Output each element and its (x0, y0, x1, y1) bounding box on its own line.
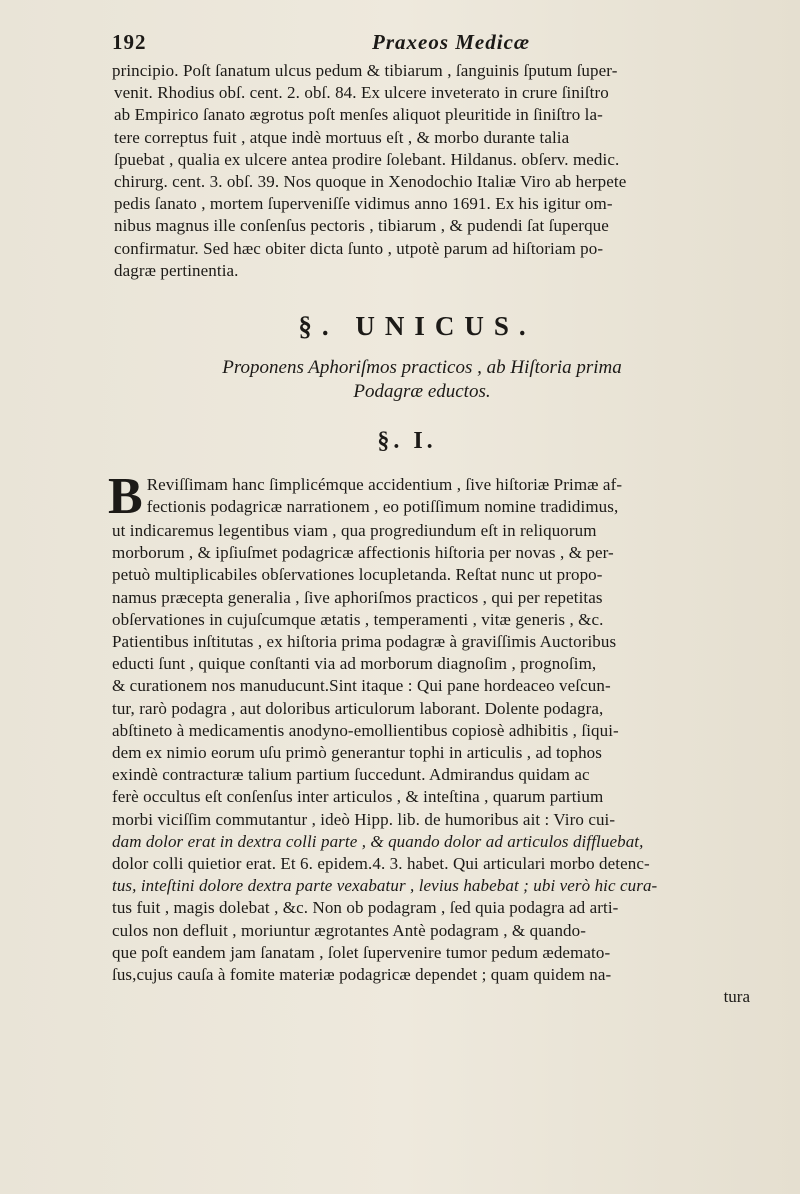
text-line: principio. Poſt ſanatum ulcus pedum & tibiarum , ſanguinis ſputum ſuper- (112, 61, 618, 80)
text-line: Patientibus inſtitutas , ex hiſtoria prima podagræ à graviſſimis Auctoribus (112, 632, 617, 652)
text-line: Reviſſimam hanc ſimplicémque accidentium , ſive hiſtoriæ Primæ af- (146, 475, 623, 495)
opening-paragraph (112, 60, 762, 282)
text-line: venit. Rhodius obſ. cent. 2. obſ. 84. Ex ulcere inveterato in crure ſiniſtro (114, 83, 609, 103)
text-line: ut indicaremus legentibus viam , qua progrediundum eſt in reliquorum (112, 521, 597, 541)
text-line: tere correptus fuit , atque indè mortuus eſt , & morbo durante talia (114, 127, 570, 147)
text-line: exindè contracturæ talium partium ſuccedunt. Admirandus quidam ac (112, 765, 590, 785)
text-line: fectionis podagricæ narrationem , eo potiſſimum nomine tradidimus, (146, 497, 619, 517)
text-line: ferè occultus eſt conſenſus inter articulos , & inteſtina , quarum partium (112, 787, 604, 807)
section-subtitle-line: Podagræ eductos. (353, 381, 491, 403)
subsection-number: §. I. (377, 428, 437, 455)
text-line: dolor colli quietior erat. Et 6. epidem.4. 3. habet. Qui articulari morbo detenc- (112, 854, 650, 874)
drop-cap: B (108, 468, 143, 526)
page-number: 192 (112, 30, 147, 54)
text-line: ab Empirico ſanato ægrotus poſt menſes aliquot pleuritide in ſiniſtro la- (114, 105, 603, 125)
section-subtitle (82, 356, 762, 404)
text-line: nibus magnus ille conſenſus pectoris , tibiarum , & pudendi ſat ſuperque (114, 216, 609, 236)
text-line: educti ſunt , quique conſtanti via ad morborum diagnoſim , prognoſim, (112, 654, 597, 674)
text-line: tus, inteſtini dolore dextra parte vexabatur , levius habebat ; ubi verò hic cura- (112, 876, 658, 896)
text-line: culos non defluit , moriuntur ægrotantes Antè podagram , & quando- (112, 920, 587, 940)
text-line: & curationem nos manuducunt.Sint itaque : Qui pane hordeaceo veſcun- (112, 676, 611, 696)
text-line: chirurg. cent. 3. obſ. 39. Nos quoque in Xenodochio Italiæ Viro ab herpete (114, 172, 627, 192)
text-line: abſtineto à medicamentis anodyno-emollientibus copiosè adhibitis , ſiqui- (112, 720, 619, 740)
catchword: tura (723, 987, 750, 1007)
text-line: petuò multiplicabiles obſervationes locupletanda. Reſtat nunc ut propo- (112, 565, 603, 585)
text-line: dam dolor erat in dextra colli parte , & quando dolor ad articulos diffluebat, (112, 831, 644, 851)
section-heading: §. UNICUS. (298, 311, 536, 342)
text-line: pedis ſanato , mortem ſuperveniſſe vidimus anno 1691. Ex his igitur om- (114, 194, 613, 214)
text-line: dem ex nimio eorum uſu primò generantur tophi in articulis , ad tophos (112, 743, 602, 763)
text-line: morbi viciſſim commutantur , ideò Hipp. lib. de humoribus ait : Viro cui- (112, 809, 616, 829)
text-line: dagræ pertinentia. (114, 260, 239, 280)
page-header (112, 30, 762, 56)
section-subtitle-line: Proponens Aphoriſmos practicos , ab Hiſtoria prima (222, 357, 622, 379)
text-line: namus præcepta generalia , ſive aphoriſmos practicos , qui per repetitas (112, 587, 603, 607)
main-paragraph (108, 468, 762, 986)
text-line: tur, rarò podagra , aut doloribus articulorum laborant. Dolente podagra, (112, 698, 604, 718)
text-line: ſpuebat , qualia ex ulcere antea prodire ſolebant. Hildanus. obſerv. medic. (114, 149, 620, 169)
text-line: tus fuit , magis dolebat , &c. Non ob podagram , ſed quia podagra ad arti- (112, 898, 619, 918)
text-line: morborum , & ipſiuſmet podagricæ affectionis hiſtoria per novas , & per- (112, 543, 614, 563)
text-line: que poſt eandem jam ſanatam , ſolet ſupervenire tumor pedum ædemato- (112, 942, 611, 962)
text-line: obſervationes in cujuſcumque ætatis , temperamenti , vitæ generis , &c. (112, 609, 604, 629)
running-head: Praxeos Medicæ (372, 30, 531, 54)
text-line: confirmatur. Sed hæc obiter dicta ſunto , utpotè parum ad hiſtoriam po- (114, 238, 604, 258)
text-line: ſus,cujus cauſa à fomite materiæ podagricæ dependet ; quam quidem na- (112, 965, 612, 985)
